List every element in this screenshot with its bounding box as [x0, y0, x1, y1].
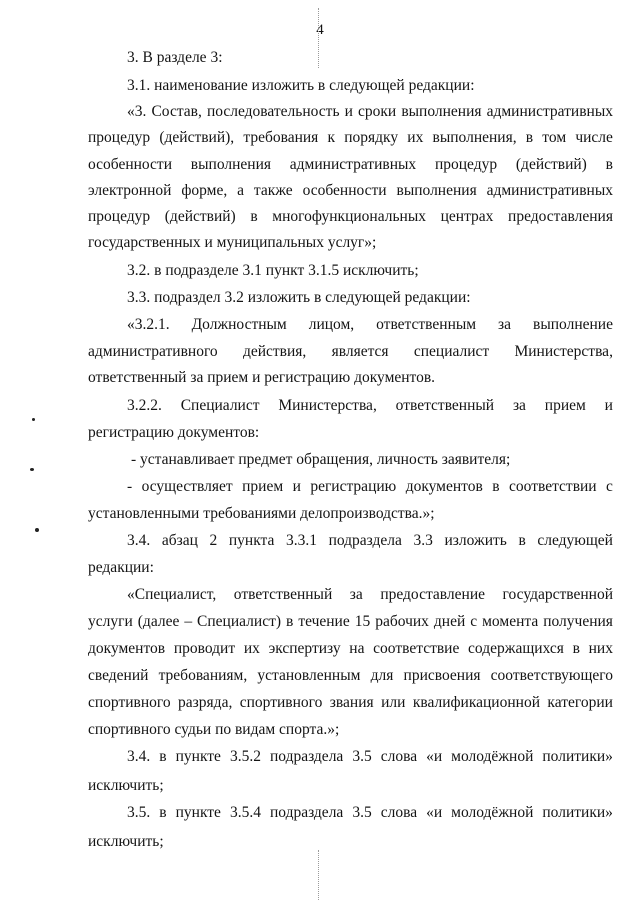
word: в	[250, 208, 258, 225]
text-line: установленными требованиями делопроизводства.»;	[88, 505, 435, 522]
word: проводит	[173, 640, 236, 657]
word: является	[331, 343, 389, 360]
word: 3.4.	[127, 532, 151, 549]
text-line	[88, 666, 613, 686]
word: Специалист	[180, 397, 260, 414]
word: сроки	[358, 103, 397, 120]
word: «и	[426, 804, 443, 821]
word: с	[470, 613, 478, 630]
word: спортивного	[88, 694, 171, 711]
text-line	[88, 155, 613, 175]
word: подраздела	[269, 804, 344, 821]
word: сведений	[88, 667, 149, 684]
word: установленным	[257, 667, 361, 684]
word: подраздела	[328, 532, 402, 549]
word: в	[572, 640, 580, 657]
word: выполнение	[533, 316, 613, 333]
word: момента	[482, 613, 539, 630]
word: требования	[243, 129, 319, 146]
word: соответствии	[509, 478, 597, 495]
word: звания	[329, 694, 374, 711]
word: требованиям,	[158, 667, 248, 684]
word: для	[370, 667, 394, 684]
word: 3.5.	[127, 804, 151, 821]
word: многофункциональных	[272, 208, 426, 225]
word: соответствующего	[490, 667, 613, 684]
word: слова	[380, 804, 418, 821]
word: за	[349, 586, 363, 603]
text-line	[88, 612, 613, 632]
word: выполнения,	[432, 129, 517, 146]
word: или	[381, 694, 406, 711]
word: к	[327, 129, 336, 146]
word: «3.2.1.	[127, 316, 170, 333]
text-line: 3. В разделе 3:	[127, 49, 223, 66]
word: в	[159, 804, 167, 821]
word: течение	[298, 613, 350, 630]
word: осуществляет	[141, 478, 233, 495]
text-line	[127, 477, 613, 497]
word: 3.2.2.	[127, 397, 162, 414]
text-line: 3.3. подраздел 3.2 изложить в следующей редакции:	[127, 289, 471, 306]
word: 3.5	[352, 748, 372, 765]
word: присвоения	[403, 667, 481, 684]
word: Министерства,	[278, 397, 377, 414]
word: 3.3.1	[285, 532, 317, 549]
scan-speck	[35, 528, 39, 532]
word: 3.5.4	[229, 804, 261, 821]
word: с	[606, 478, 613, 495]
text-line: спортивного судьи по видам спорта.»;	[88, 721, 340, 738]
word: услуги	[88, 613, 133, 630]
word: в	[159, 748, 167, 765]
word: административных	[289, 156, 417, 173]
word: предоставление	[380, 586, 485, 603]
text-line	[127, 102, 613, 122]
word: выполнения	[401, 103, 482, 120]
word: порядку	[344, 129, 399, 146]
text-line	[127, 747, 613, 767]
word: следующей	[537, 532, 613, 549]
word: прием	[544, 397, 586, 414]
word: на	[349, 640, 365, 657]
word: за	[498, 316, 512, 333]
word: административных	[486, 182, 613, 199]
text-line: государственных и муниципальных услуг»;	[88, 234, 377, 251]
word: категории	[547, 694, 613, 711]
text-line	[88, 207, 613, 227]
word: Министерства,	[514, 343, 613, 360]
word: соответствие	[373, 640, 460, 657]
word: центрах	[440, 208, 494, 225]
text-line	[88, 181, 613, 201]
text-line	[127, 531, 613, 551]
word: –	[184, 613, 193, 630]
word: 3.5.2	[229, 748, 261, 765]
word: них	[588, 640, 613, 657]
word: политики»	[542, 804, 613, 821]
word: а	[237, 182, 244, 199]
text-line	[88, 128, 613, 148]
scan-artifact	[318, 8, 319, 68]
text-line: исключить;	[88, 777, 164, 794]
text-line	[88, 639, 613, 659]
word: лицом,	[308, 316, 355, 333]
word: прием	[242, 478, 284, 495]
text-line: - устанавливает предмет обращения, личность заявителя;	[131, 451, 511, 468]
text-line	[88, 693, 613, 713]
word: последовательность	[206, 103, 340, 120]
text-line: 3.1. наименование изложить в следующей редакции:	[127, 77, 475, 94]
word: в	[525, 129, 534, 146]
word: «3.	[127, 103, 147, 120]
word: Состав,	[151, 103, 202, 120]
word: в	[492, 478, 500, 495]
word: разряда,	[178, 694, 233, 711]
word: 3.3	[413, 532, 433, 549]
word: пункте	[175, 748, 221, 765]
word: пункте	[175, 804, 221, 821]
word: в	[518, 532, 526, 549]
word: в	[286, 613, 294, 630]
word: также	[253, 182, 293, 199]
page-number: 4	[316, 22, 324, 38]
word: их	[243, 640, 260, 657]
text-line: 3.2. в подразделе 3.1 пункт 3.1.5 исключить;	[127, 262, 419, 279]
word: числе	[575, 129, 613, 146]
text-line: редакции:	[88, 559, 154, 576]
word: -	[127, 478, 133, 495]
word: документов	[405, 478, 483, 495]
word: рабочих	[375, 613, 429, 630]
word: Должностным	[191, 316, 287, 333]
word: процедур	[88, 129, 151, 146]
word: молодёжной	[451, 748, 534, 765]
word: предоставления	[508, 208, 613, 225]
word: регистрацию	[310, 478, 397, 495]
text-line	[127, 803, 613, 823]
word: дней	[433, 613, 466, 630]
word: и	[604, 397, 613, 414]
word: (далее	[137, 613, 180, 630]
word: в	[605, 156, 613, 173]
word: и	[344, 103, 353, 120]
word: содержащихся	[468, 640, 564, 657]
word: политики»	[542, 748, 613, 765]
word: «Специалист,	[127, 586, 217, 603]
word: изложить	[444, 532, 507, 549]
word: административных	[486, 103, 613, 120]
word: пункта	[228, 532, 275, 549]
word: процедур	[434, 156, 498, 173]
word: спортивного	[239, 694, 323, 711]
word: и	[292, 478, 301, 495]
word: (действий)	[515, 156, 587, 173]
word: действия,	[242, 343, 307, 360]
word: особенности	[302, 182, 387, 199]
word: специалист	[413, 343, 490, 360]
word: ответственный	[233, 586, 333, 603]
word: 2	[209, 532, 218, 549]
text-line: ответственный за прием и регистрацию документов.	[88, 369, 436, 386]
word: ответственный	[395, 397, 495, 414]
word: квалификационной	[412, 694, 540, 711]
word: выполнения	[190, 156, 271, 173]
text-line	[127, 585, 613, 605]
word: (действий)	[164, 208, 236, 225]
word: их	[407, 129, 424, 146]
word: экспертизу	[268, 640, 341, 657]
word: (действий),	[159, 129, 235, 146]
word: «и	[426, 748, 443, 765]
word: документов	[88, 640, 166, 657]
scan-speck	[30, 468, 34, 471]
word: молодёжной	[451, 804, 534, 821]
word: электронной	[88, 182, 172, 199]
word: 3.4.	[127, 748, 151, 765]
text-line	[127, 315, 613, 335]
text-line: регистрацию документов:	[88, 424, 260, 441]
scan-artifact	[318, 850, 319, 900]
word: административного	[88, 343, 218, 360]
word: том	[542, 129, 567, 146]
text-line: исключить;	[88, 833, 164, 850]
word: получения	[543, 613, 613, 630]
word: Специалист)	[197, 613, 282, 630]
word: 15	[354, 613, 371, 630]
scan-speck	[32, 418, 35, 421]
word: слова	[380, 748, 418, 765]
word: абзац	[161, 532, 198, 549]
text-line	[88, 342, 613, 362]
word: форме,	[181, 182, 228, 199]
word: за	[512, 397, 526, 414]
word: государственной	[502, 586, 613, 603]
word: особенности	[88, 156, 173, 173]
word: подраздела	[269, 748, 344, 765]
word: ответственным	[376, 316, 477, 333]
word: выполнения	[396, 182, 477, 199]
word: 3.5	[352, 804, 372, 821]
word: процедур	[88, 208, 151, 225]
text-line	[127, 396, 613, 416]
